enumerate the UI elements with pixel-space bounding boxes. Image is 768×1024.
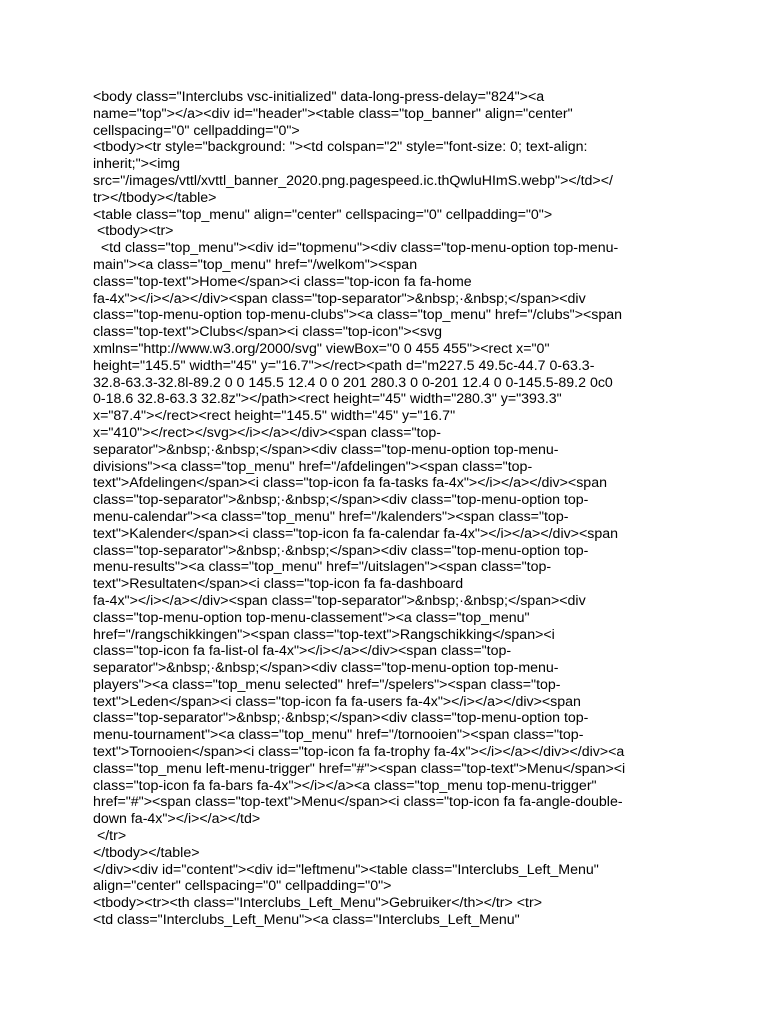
code-line: text">Resultaten</span><i class="top-icon fa fa-dashboard xyxy=(93,576,464,593)
code-line: text">Afdelingen</span><i class="top-icon fa fa-tasks fa-4x"></i></a></div><span xyxy=(93,475,607,492)
code-line: class="top-separator">&nbsp;·&nbsp;</span><div class="top-menu-option top- xyxy=(93,710,589,727)
code-line: </div><div id="content"><div id="leftmenu"><table class="Interclubs_Left_Menu" xyxy=(93,861,599,878)
code-line: divisions"><a class="top_menu" href="/afdelingen"><span class="top- xyxy=(93,458,533,475)
code-line: <tbody><tr> xyxy=(93,223,174,240)
code-line: text">Tornooien</span><i class="top-icon fa fa-trophy fa-4x"></i></a></div></div><a xyxy=(93,744,625,761)
code-line: <table class="top_menu" align="center" cellspacing="0" cellpadding="0"> xyxy=(93,206,553,223)
code-line: <td class="top_menu"><div id="topmenu"><div class="top-menu-option top-menu- xyxy=(93,240,619,257)
code-line: separator">&nbsp;·&nbsp;</span><div class="top-menu-option top-menu- xyxy=(93,660,559,677)
code-line: players"><a class="top_menu selected" href="/spelers"><span class="top- xyxy=(93,676,561,693)
code-line: <tbody><tr><th class="Interclubs_Left_Menu">Gebruiker</th></tr> <tr> xyxy=(93,895,542,912)
code-line: align="center" cellspacing="0" cellpadding="0"> xyxy=(93,878,392,895)
code-line: menu-calendar"><a class="top_menu" href="/kalenders"><span class="top- xyxy=(93,508,569,525)
code-line: 32.8-63.3-32.8l-89.2 0 0 145.5 12.4 0 0 201 280.3 0 0-201 12.4 0 0-145.5-89.2 0c0 xyxy=(93,374,613,391)
code-line: menu-results"><a class="top_menu" href="/uitslagen"><span class="top- xyxy=(93,559,552,576)
code-line: src="/images/vttl/xvttl_banner_2020.png.pagespeed.ic.thQwluHImS.webp"></td></ xyxy=(93,172,613,189)
code-line: main"><a class="top_menu" href="/welkom"><span xyxy=(93,256,418,273)
code-line: </tbody></table> xyxy=(93,844,200,861)
code-line: tr></tbody></table> xyxy=(93,189,217,206)
code-line: class="top-menu-option top-menu-clubs"><a class="top_menu" href="/clubs"><span xyxy=(93,307,623,324)
code-line: menu-tournament"><a class="top_menu" href="/tornooien"><span class="top- xyxy=(93,727,584,744)
code-line: </tr> xyxy=(93,828,127,845)
code-line: class="top-separator">&nbsp;·&nbsp;</span><div class="top-menu-option top- xyxy=(93,542,589,559)
code-line: class="top-text">Home</span><i class="top-icon fa fa-home xyxy=(93,273,472,290)
code-line: inherit;"><img xyxy=(93,156,181,173)
code-line: separator">&nbsp;·&nbsp;</span><div class="top-menu-option top-menu- xyxy=(93,441,559,458)
code-line: name="top"></a><div id="header"><table class="top_banner" align="center" xyxy=(93,105,573,122)
code-line: class="top-icon fa fa-bars fa-4x"></i></a><a class="top_menu top-menu-trigger" xyxy=(93,777,597,794)
code-line: class="top-icon fa fa-list-ol fa-4x"></i></a></div><span class="top- xyxy=(93,643,512,660)
code-line: href="#"><span class="top-text">Menu</span><i class="top-icon fa fa-angle-double- xyxy=(93,794,623,811)
code-line: class="top-text">Clubs</span><i class="top-icon"><svg xyxy=(93,324,443,341)
code-line: <body class="Interclubs vsc-initialized" data-long-press-delay="824"><a xyxy=(93,89,545,105)
code-line: text">Kalender</span><i class="top-icon fa fa-calendar fa-4x"></i></a></div><span xyxy=(93,525,619,542)
code-line: class="top_menu left-menu-trigger" href="#"><span class="top-text">Menu</span><i xyxy=(93,760,626,777)
code-line: x="410"></rect></svg></i></a></div><span class="top- xyxy=(93,424,441,441)
code-line: class="top-menu-option top-menu-classement"><a class="top_menu" xyxy=(93,609,530,626)
code-line: text">Leden</span><i class="top-icon fa fa-users fa-4x"></i></a></div><span xyxy=(93,693,581,710)
code-line: xmlns="http://www.w3.org/2000/svg" viewBox="0 0 455 455"><rect x="0" xyxy=(93,340,550,357)
code-line: <td class="Interclubs_Left_Menu"><a class="Interclubs_Left_Menu" xyxy=(93,912,520,929)
code-line: href="/rangschikkingen"><span class="top-text">Rangschikking</span><i xyxy=(93,626,555,643)
code-line: fa-4x"></i></a></div><span class="top-separator">&nbsp;·&nbsp;</span><div xyxy=(93,290,586,307)
source-code-text xyxy=(93,89,683,929)
code-line: x="87.4"></rect><rect height="145.5" width="45" y="16.7" xyxy=(93,408,456,425)
code-line: height="145.5" width="45" y="16.7"></rect><path d="m227.5 49.5c-44.7 0-63.3- xyxy=(93,357,595,374)
code-line: down fa-4x"></i></a></td> xyxy=(93,811,261,828)
code-line: cellspacing="0" cellpadding="0"> xyxy=(93,122,300,139)
code-line: class="top-separator">&nbsp;·&nbsp;</span><div class="top-menu-option top- xyxy=(93,492,589,509)
code-line: <tbody><tr style="background: "><td colspan="2" style="font-size: 0; text-align: xyxy=(93,139,588,156)
code-line: fa-4x"></i></a></div><span class="top-separator">&nbsp;·&nbsp;</span><div xyxy=(93,592,586,609)
code-line: 0-18.6 32.8-63.3 32.8z"></path><rect height="45" width="280.3" y="393.3" xyxy=(93,391,562,408)
